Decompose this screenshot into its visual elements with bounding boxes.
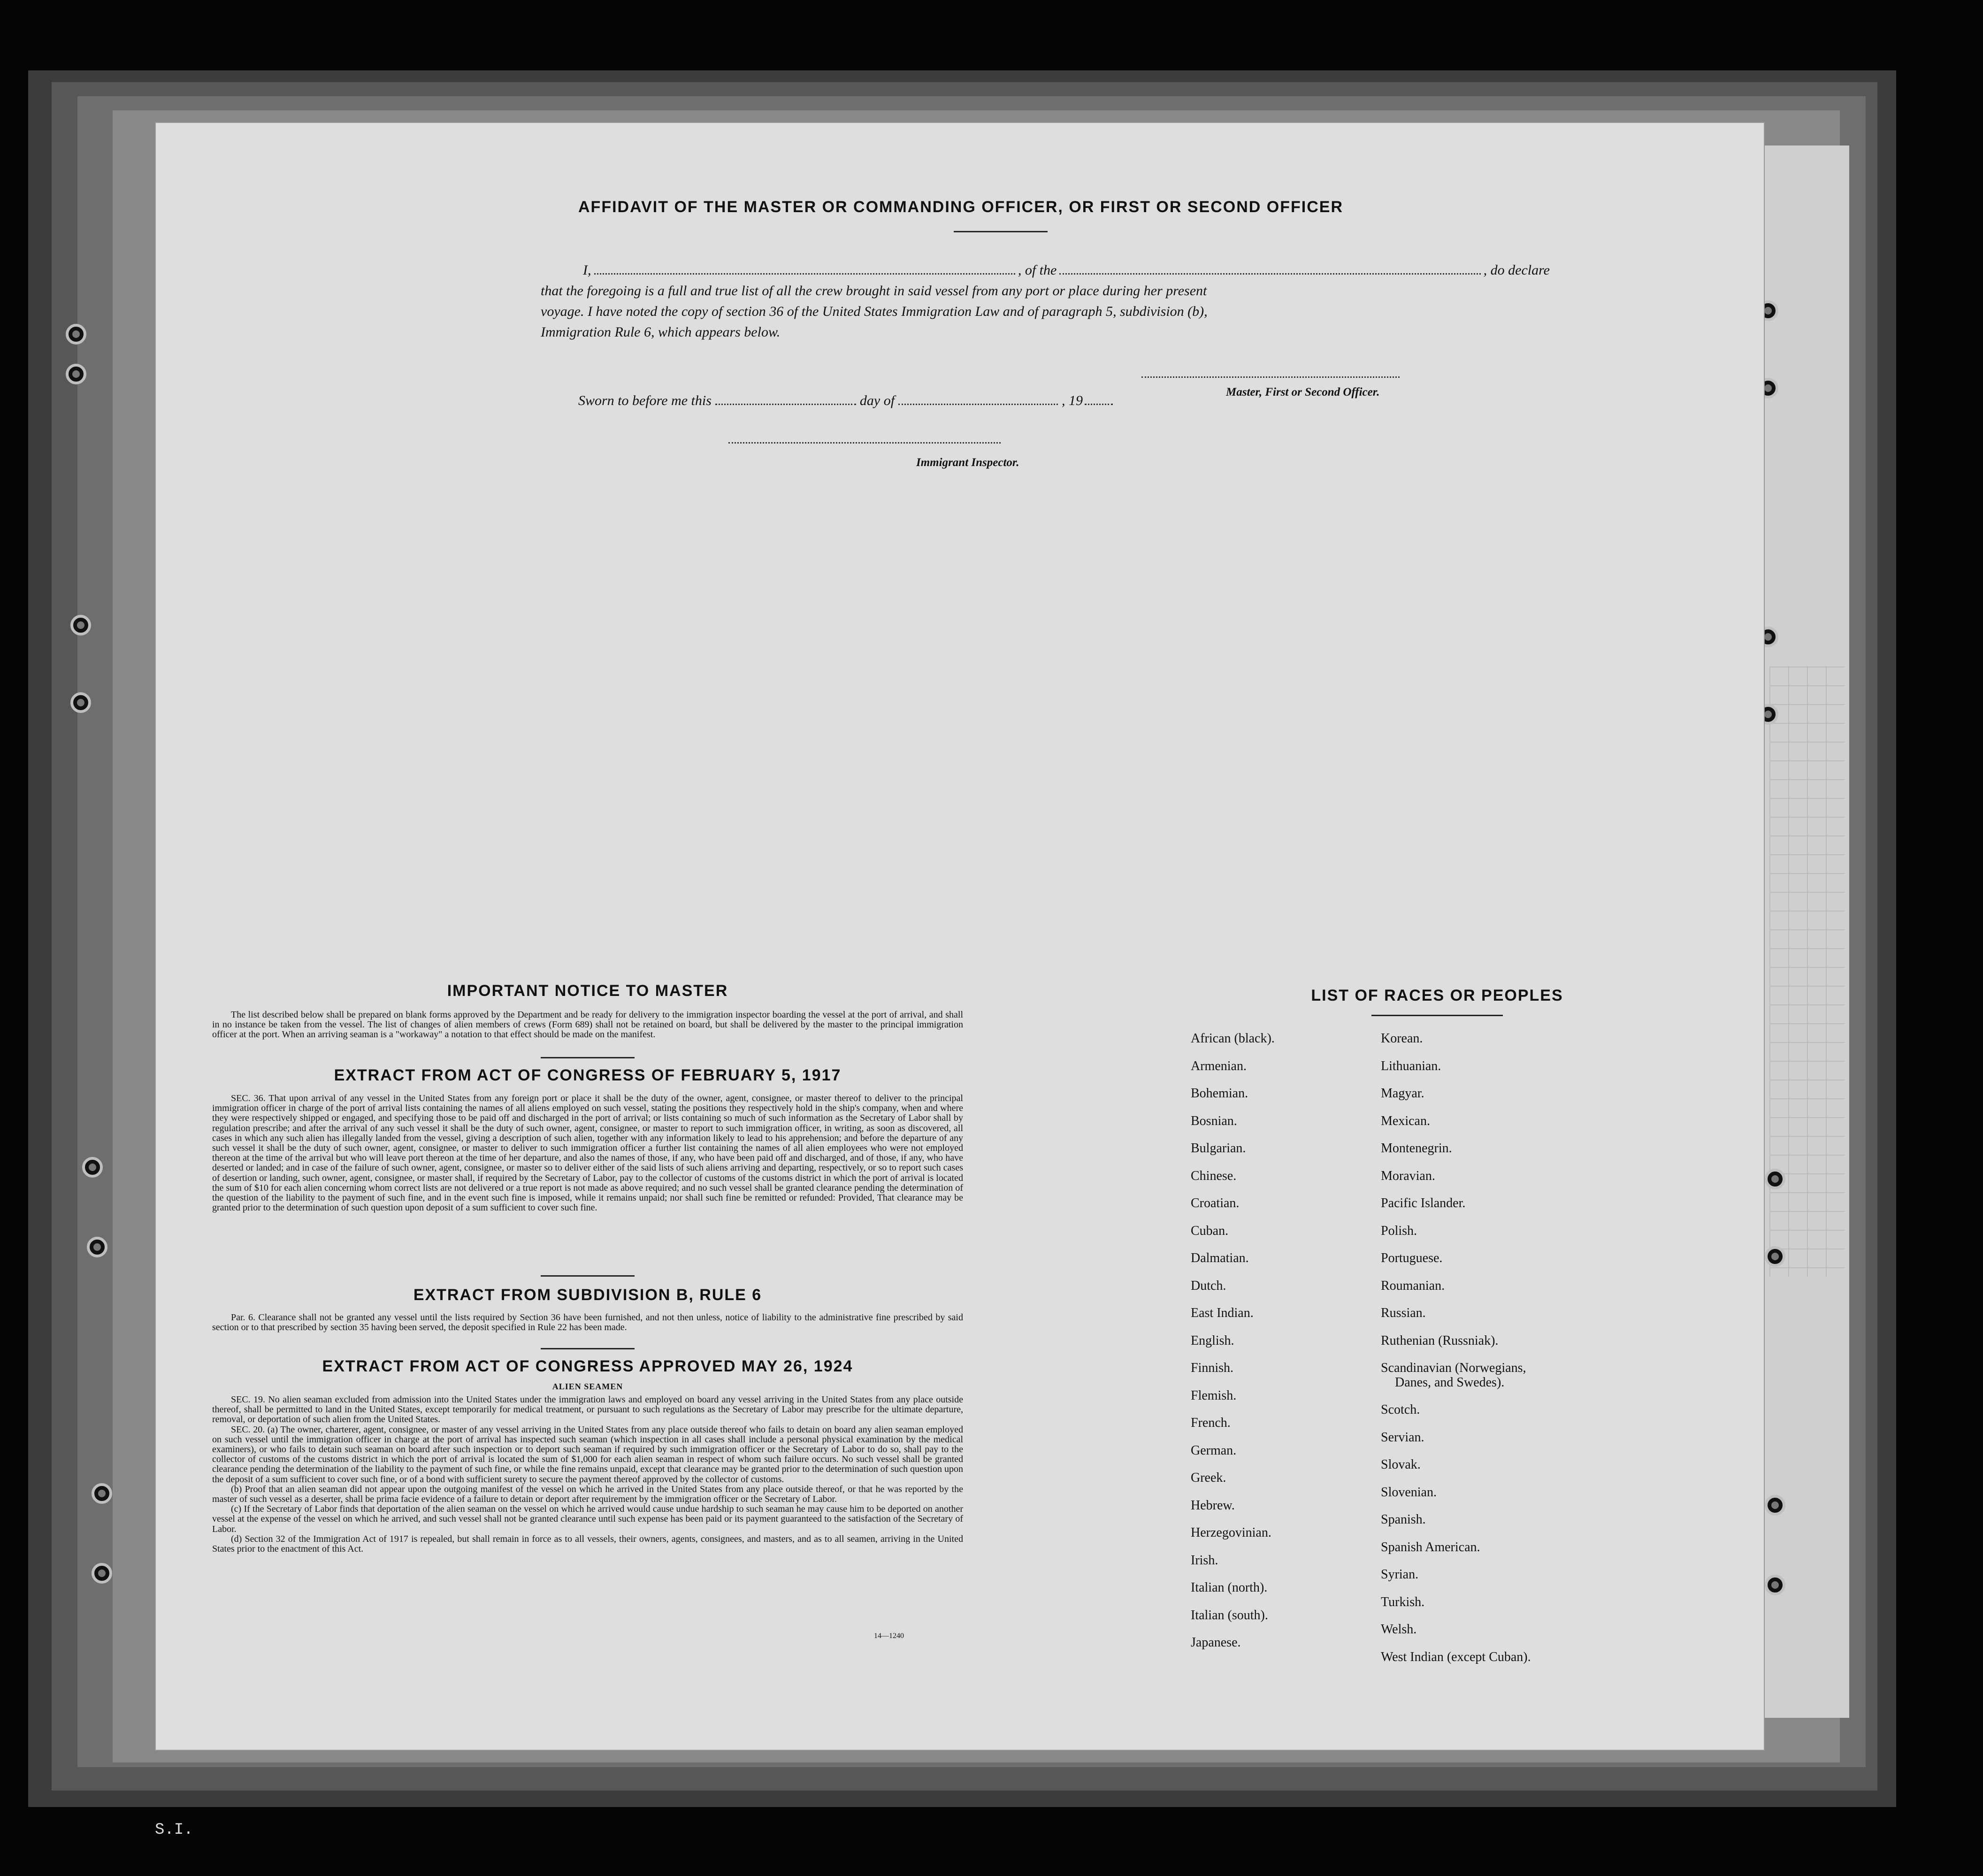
race-item: French. [1191,1416,1231,1430]
extract-1917-heading: EXTRACT FROM ACT OF CONGRESS OF FEBRUARY 5, 1917 [334,1066,842,1084]
sworn-year: , 19 [1062,393,1083,408]
declaration-line3: voyage. I have noted the copy of section 36 of the United States Immigration Law and of paragraph 5, subdivision (b), [541,304,1208,319]
race-item: Spanish American. [1381,1539,1480,1554]
race-item: Polish. [1381,1223,1417,1238]
races-heading: LIST OF RACES OR PEOPLES [1311,987,1563,1004]
divider [954,231,1048,232]
binder-hole-icon [1765,1169,1785,1189]
race-item: Lithuanian. [1381,1058,1441,1073]
declaration-i: I, [583,262,591,278]
race-item: Flemish. [1191,1388,1237,1403]
race-item: Russian. [1381,1306,1426,1320]
race-item: Turkish. [1381,1594,1425,1609]
master-signature-label: Master, First or Second Officer. [1226,386,1380,398]
race-item: East Indian. [1191,1306,1254,1320]
race-item: Irish. [1191,1553,1218,1568]
sec-36-paragraph: SEC. 36. That upon arrival of any vessel in the United States from any foreign port or place it shall be the duty of the owner, agent, consignee, or master thereof to deliver to the principal immigration officer in charge of the port of arrival lists containing the names of all aliens employed on such vessel, stating the positions they respectively hold in the ship's company, when and where they were respectively shipped or engaged, and specifying those to be paid off and discharged in the port of arrival; or lists containing so much of such information as the Secretary of Labor shall by regulation prescribe; and after the arrival of any such vessel it shall be the duty of such owner, agent, consignee, or master to report to such immigration officer, in writing, as soon as discovered, all cases in which any such alien has illegally landed from the vessel, giving a description of such alien, together with any information likely to lead to his apprehension; and before the departure of any such vessel it shall be the duty of such owner, agent, consignee, or master to deliver to such immigration officer a further list containing the names of all alien employees who were not employed thereon at the time of the arrival but who will leave port thereon at the time of her departure, and also the names of those, if any, who have been paid off and discharged, and of those, if any, who have deserted or landed; and in case of the failure of such owner, agent, consignee, or master so to deliver either of the said lists of such aliens arriving and departing, respectively, or so to report such cases of desertion or landing, such owner, agent, consignee, or master shall, if required by the Secretary of Labor, pay to the collector of customs of the customs district in which the port of arrival is located the sum of $10 for each alien concerning whom correct lists are not delivered or a true report is not made as above required; and no such vessel shall be granted clearance pending the determination of the question of the liability to the payment of such fine, and in the event such fine is imposed, while it remains unpaid; nor shall such fine be remitted or refunded: Provided, That clearance may be granted prior to the determination of such question upon deposit of a sum sufficient to cover such fine. [212,1093,963,1213]
race-item: Bohemian. [1191,1086,1248,1101]
vessel-field-line [1059,263,1480,275]
race-item: African (black). [1191,1031,1275,1046]
extract-rule6-heading: EXTRACT FROM SUBDIVISION B, RULE 6 [413,1286,762,1304]
race-item: Cuban. [1191,1223,1229,1238]
race-item: Dalmatian. [1191,1251,1249,1265]
notice-body [212,1010,963,1040]
alien-seamen-subheading: ALIEN SEAMEN [552,1382,623,1391]
race-item: Syrian. [1381,1567,1419,1582]
divider [541,1348,635,1349]
race-item: West Indian (except Cuban). [1381,1649,1531,1664]
race-item: Italian (south). [1191,1608,1268,1623]
extract-1924-heading: EXTRACT FROM ACT OF CONGRESS APPROVED MAY 26, 1924 [322,1357,853,1375]
race-item: Bosnian. [1191,1113,1237,1128]
race-item: Moravian. [1381,1168,1435,1183]
sworn-line [578,393,1188,409]
declaration-do-declare: , do declare [1483,262,1550,278]
race-item: Servian. [1381,1430,1424,1445]
sworn-day-of: day of [859,393,895,408]
margin-tag: S.I. [155,1821,193,1839]
declaration-line4: Immigration Rule 6, which appears below. [541,324,781,340]
race-item: Dutch. [1191,1278,1226,1293]
inspector-label: Immigrant Inspector. [916,456,1019,469]
affidavit-declaration [541,260,1550,343]
race-item: German. [1191,1443,1237,1458]
binder-hole-icon [92,1563,112,1584]
race-item: Croatian. [1191,1196,1240,1210]
sec-20a-paragraph: SEC. 20. (a) The owner, charterer, agent, consignee, or master of any vessel arriving in the United States from any place outside thereof who fails to detain on board any alien seaman employed on such vessel until the immigration officer in charge at the port of arrival has inspected such seaman (which inspection in all cases shall include a personal physical examination by the medical examiners), or who fails to detain such seaman on board after such inspection or to deport such seaman if required by such immigration officer or the Secretary of Labor to do so, shall pay to the collector of customs of the customs district in which the port of arrival is located the sum of $1,000 for each alien seaman in respect of whom such failure occurs. No such vessel shall be granted clearance pending the determination of the liability to the payment of such fine, or while the fine remains unpaid, except that clearance may be granted prior to the determination of such question upon the deposit of a sum sufficient to cover such fine, or of a bond with sufficient surety to secure the payment thereof approved by the collector of customs. [212,1424,963,1485]
race-item: Hebrew. [1191,1498,1235,1513]
race-item: Spanish. [1381,1512,1426,1527]
extract-1917-body [212,1094,963,1213]
race-item: Greek. [1191,1470,1226,1485]
binder-hole-icon [66,364,86,384]
notice-paragraph: The list described below shall be prepared on blank forms approved by the Department and be ready for delivery to the immigration inspector boarding the vessel at the port of arrival, and shall in no instance be taken from the vessel. The list of changes of alien members of crews (Form 689) shall not be retained on board, but shall be delivered by the master to the principal immigration officer at the port. When an arriving seaman is a "workaway" a notation to that effect should be made on the manifest. [212,1010,963,1040]
sworn-start: Sworn to before me this [578,393,712,408]
race-item: Korean. [1381,1031,1423,1046]
race-item: Bulgarian. [1191,1141,1246,1156]
sec-19-paragraph: SEC. 19. No alien seaman excluded from admission into the United States under the immigration laws and employed on board any vessel arriving in the United States from any place outside thereof, shall be permitted to land in the United States, except temporarily for medical treatment, or pursuant to such regulations as the Secretary of Labor may prescribe for the ultimate departure, removal, or deportation of such alien from the United States. [212,1394,963,1425]
binder-hole-icon [70,692,91,713]
sworn-day-line [715,393,856,405]
binder-hole-icon [66,324,86,345]
binder-hole-icon [1765,1495,1785,1516]
race-item: Italian (north). [1191,1580,1268,1595]
race-item: Montenegrin. [1381,1141,1452,1156]
race-item: Mexican. [1381,1113,1430,1128]
form-number: 14—1240 [874,1632,904,1640]
divider [541,1275,635,1277]
race-item: Armenian. [1191,1058,1247,1073]
race-item: Pacific Islander. [1381,1196,1466,1210]
binder-hole-icon [1765,1575,1785,1595]
affidavit-heading: AFFIDAVIT OF THE MASTER OR COMMANDING OFFICER, OR FIRST OR SECOND OFFICER [578,198,1343,216]
name-field-line [594,263,1015,275]
binder-hole-icon [1765,1246,1785,1267]
race-item: Finnish. [1191,1361,1234,1375]
divider [541,1057,635,1058]
declaration-line2: that the foregoing is a full and true list of all the crew brought in said vessel from any port or place during her present [541,283,1207,299]
master-signature-line [1141,376,1400,378]
extract-rule6-body [212,1313,963,1332]
sworn-year-line [1085,393,1113,405]
race-item: Roumanian. [1381,1278,1445,1293]
race-item: Chinese. [1191,1168,1237,1183]
sworn-month-line [898,393,1058,405]
sec-20d-paragraph: (d) Section 32 of the Immigration Act of 1917 is repealed, but shall remain in force as to all vessels, their owners, agents, consignees, and masters, and as to all seamen, arriving in the United States prior to the enactment of this Act. [212,1533,963,1554]
race-item: Japanese. [1191,1635,1241,1650]
par-6-paragraph: Par. 6. Clearance shall not be granted any vessel until the lists required by Section 36 have been furnished, and not then unless, notice of liability to the administrative fine prescribed by said section or to that prescribed by section 35 having been served, the deposit specified in Rule 22 has been made. [212,1312,963,1333]
binder-hole-icon [92,1483,112,1504]
race-item: Slovenian. [1381,1485,1437,1500]
declaration-of-the: , of the [1018,262,1057,278]
extract-1924-body [212,1395,963,1554]
sec-20c-paragraph: (c) If the Secretary of Labor finds that deportation of the alien seaman on the vessel on which he arrived would cause undue hardship to such seaman he may cause him to be deported on another vessel at the expense of the vessel on which he arrived, and such vessel shall not be granted clearance until such expense has been paid or its payment guaranteed to the satisfaction of the Secretary of Labor. [212,1504,963,1534]
race-item: Slovak. [1381,1457,1421,1472]
race-item: Danes, and Swedes). [1395,1375,1505,1390]
race-item: English. [1191,1333,1234,1348]
binder-hole-icon [87,1237,107,1257]
affidavit-sheet [155,122,1765,1751]
notice-heading: IMPORTANT NOTICE TO MASTER [447,982,728,1000]
divider [1371,1015,1503,1016]
race-item: Herzegovinian. [1191,1525,1271,1540]
inspector-signature-line [728,442,1001,444]
sec-20b-paragraph: (b) Proof that an alien seaman did not appear upon the outgoing manifest of the vessel on which he arrived in the United States from any place outside thereof, or that he was reported by the master of such vessel as a deserter, shall be prima facie evidence of a failure to detain or deport after requirement by the immigration officer or the Secretary of Labor. [212,1484,963,1505]
race-item: Welsh. [1381,1622,1417,1637]
race-item: Portuguese. [1381,1251,1443,1265]
binder-hole-icon [82,1157,103,1178]
race-item: Ruthenian (Russniak). [1381,1333,1499,1348]
binder-hole-icon [70,615,91,636]
race-item: Scotch. [1381,1402,1420,1417]
race-item: Scandinavian (Norwegians, [1381,1361,1526,1375]
race-item: Magyar. [1381,1086,1424,1101]
